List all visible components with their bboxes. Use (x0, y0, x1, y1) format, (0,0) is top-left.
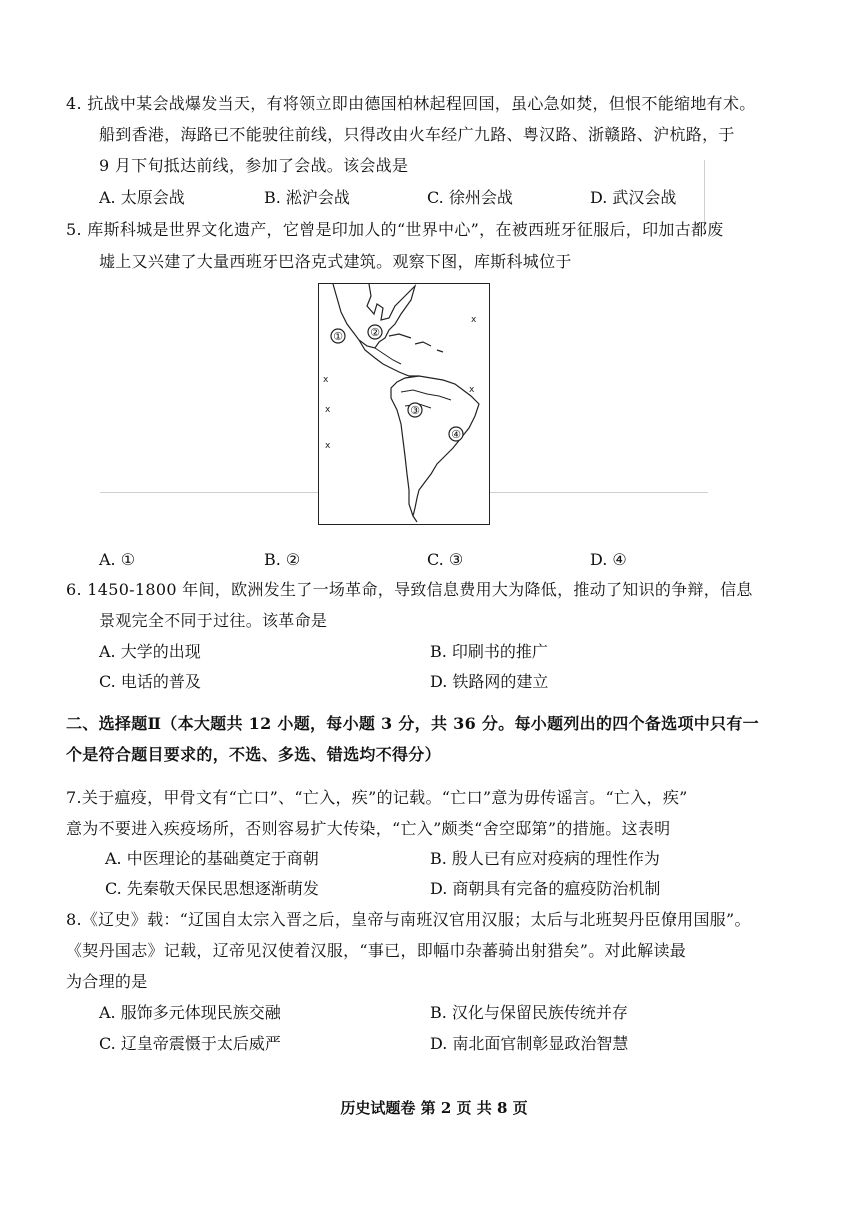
q5-option-c: C. ③ (427, 550, 464, 569)
caribbean-islands (389, 334, 443, 352)
q7-option-d: D. 商朝具有完备的瘟疫防治机制 (430, 879, 661, 898)
q5-option-d: D. ④ (590, 550, 627, 569)
map-marker-1 (331, 329, 345, 343)
q8-option-a: A. 服饰多元体现民族交融 (99, 1003, 281, 1022)
map-marker-3-label: ③ (410, 404, 420, 417)
map-marker-2-label: ② (370, 326, 380, 339)
q6-option-c: C. 电话的普及 (99, 672, 201, 691)
map-marker-2 (368, 325, 382, 339)
q6-stem-line-2: 景观完全不同于过往。该革命是 (99, 611, 328, 630)
q8-option-b: B. 汉化与保留民族传统并存 (430, 1003, 628, 1022)
map-mark: x (323, 375, 329, 385)
q4-stem-line-1: 4. 抗战中某会战爆发当天，有将领立即由德国柏林起程回国，虽心急如焚，但恨不能缩地有术。 (66, 94, 756, 113)
q6-option-b: B. 印刷书的推广 (430, 642, 548, 661)
q7-option-b: B. 殷人已有应对疫病的理性作为 (430, 849, 660, 868)
q6-option-a: A. 大学的出现 (99, 642, 201, 661)
q5-option-b: B. ② (264, 550, 301, 569)
americas-map (318, 283, 490, 525)
q7-option-c: C. 先秦敬天保民思想逐渐萌发 (105, 879, 319, 898)
q5-stem-line-2: 墟上又兴建了大量西班牙巴洛克式建筑。观察下图，库斯科城位于 (99, 252, 572, 271)
q4-option-a: A. 太原会战 (99, 188, 185, 207)
q8-stem-line-1: 8.《辽史》载：“辽国自太宗入晋之后，皇帝与南班汉官用汉服；太后与北班契丹臣僚用国服”。 (66, 910, 751, 929)
map-marker-3 (408, 403, 422, 417)
map-mark: x (469, 385, 475, 395)
page-footer: 历史试题卷 第 2 页 共 8 页 (340, 1099, 528, 1117)
q7-stem-line-1: 7.关于瘟疫，甲骨文有“亡口”、“亡入，疾”的记载。“亡口”意为毋传谣言。“亡入，疾” (66, 788, 688, 807)
q4-stem-line-2: 船到香港，海路已不能驶往前线，只得改由火车经广九路、粤汉路、浙赣路、沪杭路，于 (99, 125, 735, 144)
amazon-basin (401, 390, 451, 408)
map-mark: x (471, 315, 477, 325)
q4-stem-line-3: 9 月下旬抵达前线，参加了会战。该会战是 (99, 156, 409, 175)
south-america-coast (391, 376, 479, 522)
q4-option-d: D. 武汉会战 (590, 188, 677, 207)
section-2-heading-line-1: 二、选择题Ⅱ（本大题共 12 小题，每小题 3 分，共 36 分。每小题列出的四个备选项中只有一 (66, 714, 759, 733)
q4-option-b: B. 淞沪会战 (264, 188, 350, 207)
q8-option-c: C. 辽皇帝震慑于太后威严 (99, 1034, 281, 1053)
q8-stem-line-3: 为合理的是 (66, 972, 148, 991)
q5-option-a: A. ① (99, 550, 136, 569)
q4-option-c: C. 徐州会战 (427, 188, 513, 207)
q7-option-a: A. 中医理论的基础奠定于商朝 (105, 849, 319, 868)
q6-option-d: D. 铁路网的建立 (430, 672, 549, 691)
section-2-heading-line-2: 个是符合题目要求的，不选、多选、错选均不得分） (66, 745, 441, 764)
q8-option-d: D. 南北面官制彰显政治智慧 (430, 1034, 629, 1053)
map-mark: x (325, 405, 331, 415)
q7-stem-line-2: 意为不要进入疾疫场所，否则容易扩大传染，“亡入”颇类“舍空邸第”的措施。这表明 (66, 819, 671, 838)
q5-stem-line-1: 5. 库斯科城是世界文化遗产，它曾是印加人的“世界中心”，在被西班牙征服后，印加古都废 (66, 220, 724, 239)
central-america-coast (359, 340, 419, 376)
map-marker-4-label: ④ (451, 428, 461, 441)
map-marker-1-label: ① (333, 330, 343, 343)
americas-map-drawing (319, 284, 489, 524)
map-mark: x (325, 441, 331, 451)
q8-stem-line-2: 《契丹国志》记载，辽帝见汉使着汉服，“事已，即幅巾杂蕃骑出射猎矣”。对此解读最 (66, 941, 687, 960)
q6-stem-line-1: 6. 1450-1800 年间，欧洲发生了一场革命，导致信息费用大为降低，推动了知识的争辩，信息 (66, 580, 753, 599)
map-marker-4 (449, 427, 463, 441)
